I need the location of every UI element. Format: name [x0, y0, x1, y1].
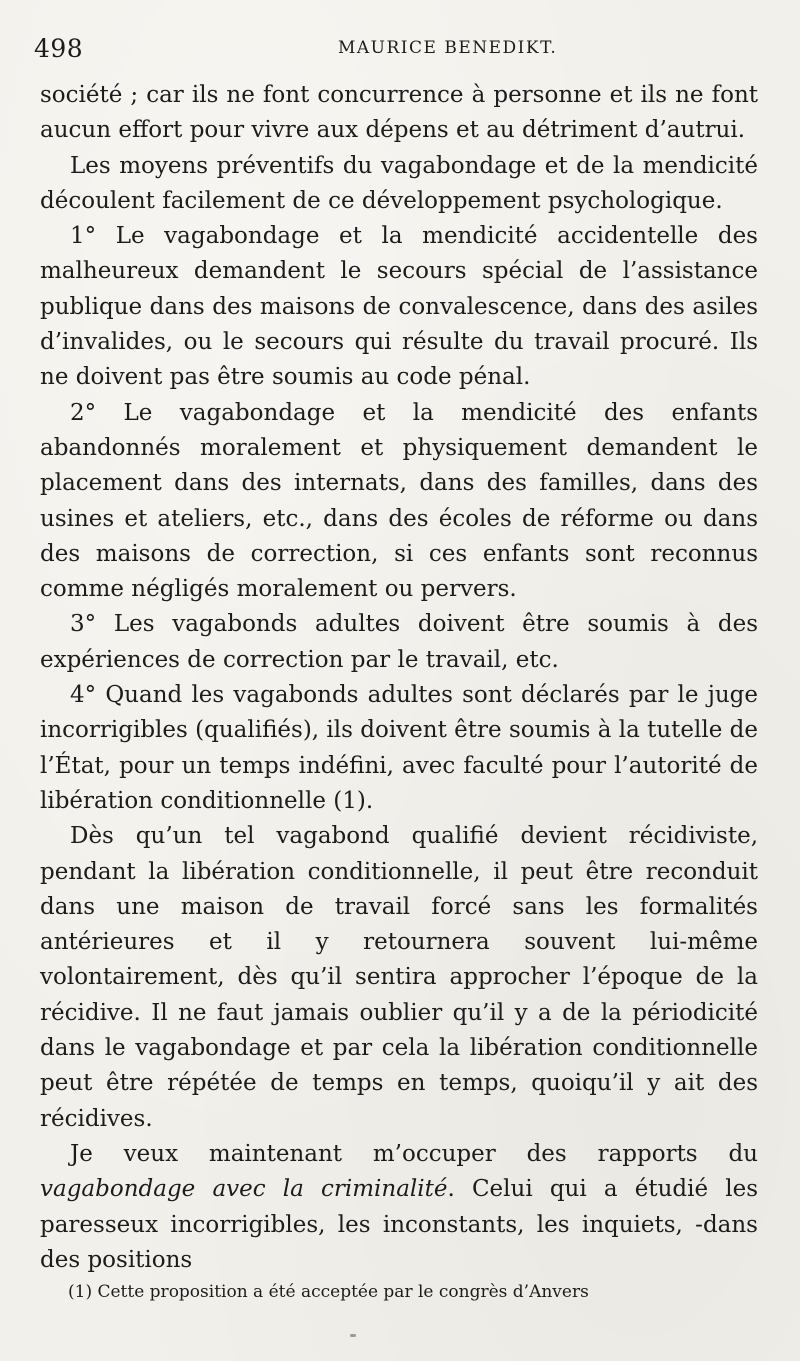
- page-header: [34, 34, 760, 68]
- paragraph-item-2: 2° Le vagabondage et la mendicité des enfants abandonnés moralement et physiquement demandent le placement dans des internats, dans des familles, dans des usines et ateliers, etc., dans des écoles de réforme ou dans des maisons de correction, si ces enfants sont reconnus comme négligés moralement ou pervers.: [40, 399, 758, 603]
- paragraph-item-4: 4° Quand les vagabonds adultes sont déclarés par le juge incorrigibles (qualifiés), ils doivent être soumis à la tutelle de l’État, pour un temps indéfini, avec faculté pour l’autorité de libération conditionnelle (1).: [40, 682, 758, 814]
- italic-phrase: vagabondage avec la criminalité: [40, 1176, 448, 1203]
- paragraph-item-1: 1° Le vagabondage et la mendicité accidentelle des malheureux demandent le secours spécial de l’assistance publique dans des maisons de convalescence, dans des asiles d’invalides, ou le secours qui résulte du travail procuré. Ils ne doivent pas être soumis au code pénal.: [40, 223, 758, 391]
- running-head: MAURICE BENEDIKT.: [338, 38, 558, 58]
- paragraph-last: [40, 1137, 758, 1278]
- paragraph: Dès qu’un tel vagabond qualifié devient récidiviste, pendant la libération conditionnelle, il peut être reconduit dans une maison de travail forcé sans les formalités antérieures et il y retournera souvent lui-même volontairement, dès qu’il sentira approcher l’époque de la récidive. Il ne faut jamais oublier qu’il y a de la périodicité dans le vagabondage et par cela la libération conditionnelle peut être répétée de temps en temps, quoiqu’il y ait des récidives.: [40, 823, 758, 1132]
- body-text: [40, 78, 758, 1278]
- page-number: 498: [34, 34, 84, 63]
- text-run: Je veux maintenant m’occuper des rapports du: [70, 1140, 758, 1167]
- paragraph: Les moyens préventifs du vagabondage et de la mendicité découlent facilement de ce développement psychologique.: [40, 152, 758, 214]
- paragraph-continued: société ; car ils ne font concurrence à personne et ils ne font aucun effort pour vivre aux dépens et au détriment d’autrui.: [40, 82, 758, 144]
- footnote: (1) Cette proposition a été acceptée par le congrès d’Anvers: [68, 1282, 589, 1302]
- text-run: . Celui qui a étudié les paresseux incorrigibles, les inconstants, les inquiets, -dans des positions: [40, 1176, 759, 1273]
- ink-mark: [350, 1334, 356, 1337]
- paragraph-item-3: 3° Les vagabonds adultes doivent être soumis à des expériences de correction par le travail, etc.: [40, 611, 758, 673]
